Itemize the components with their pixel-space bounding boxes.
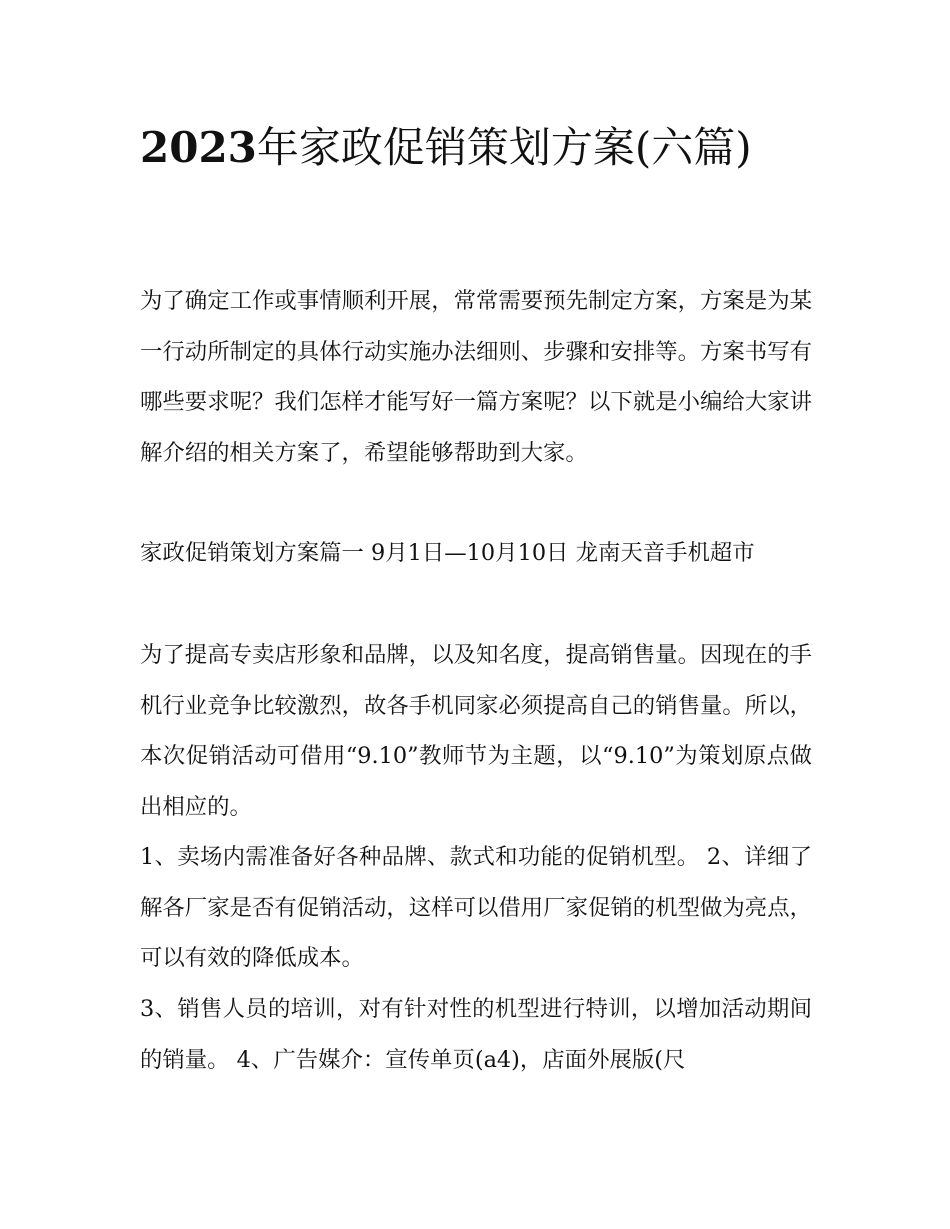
document-title (140, 113, 812, 182)
title-text: 年家政促销策划方案(六篇) (256, 123, 752, 172)
intro-paragraph: 为了确定工作或事情顺利开展，常常需要预先制定方案，方案是为某一行动所制定的具体行动实施办法细则、步骤和安排等。方案书写有哪些要求呢？我们怎样才能写好一篇方案呢？以下就是小编给大家讲解介绍的相关方案了，希望能够帮助到大家。 (140, 288, 812, 466)
section-heading-paragraph: 家政促销策划方案篇一 9月1日—10月10日 龙南天音手机超市 (140, 540, 755, 566)
title-year: 2023 (140, 123, 257, 172)
item-1-2-paragraph: 1、卖场内需准备好各种品牌、款式和功能的促销机型。 2、详细了解各厂家是否有促销活动，这样可以借用厂家促销的机型做为亮点，可以有效的降低成本。 (140, 844, 812, 971)
purpose-paragraph: 为了提高专卖店形象和品牌，以及知名度，提高销售量。因现在的手机行业竞争比较激烈，故各手机同家必须提高自己的销售量。所以，本次促销活动可借用“9.10”教师节为主题，以“9.10”为策划原点做出相应的。 (140, 642, 812, 820)
item-3-4-paragraph: 3、销售人员的培训，对有针对性的机型进行特训，以增加活动期间的销量。 4、广告媒介：宣传单页(a4)，店面外展版(尺 (140, 996, 812, 1073)
